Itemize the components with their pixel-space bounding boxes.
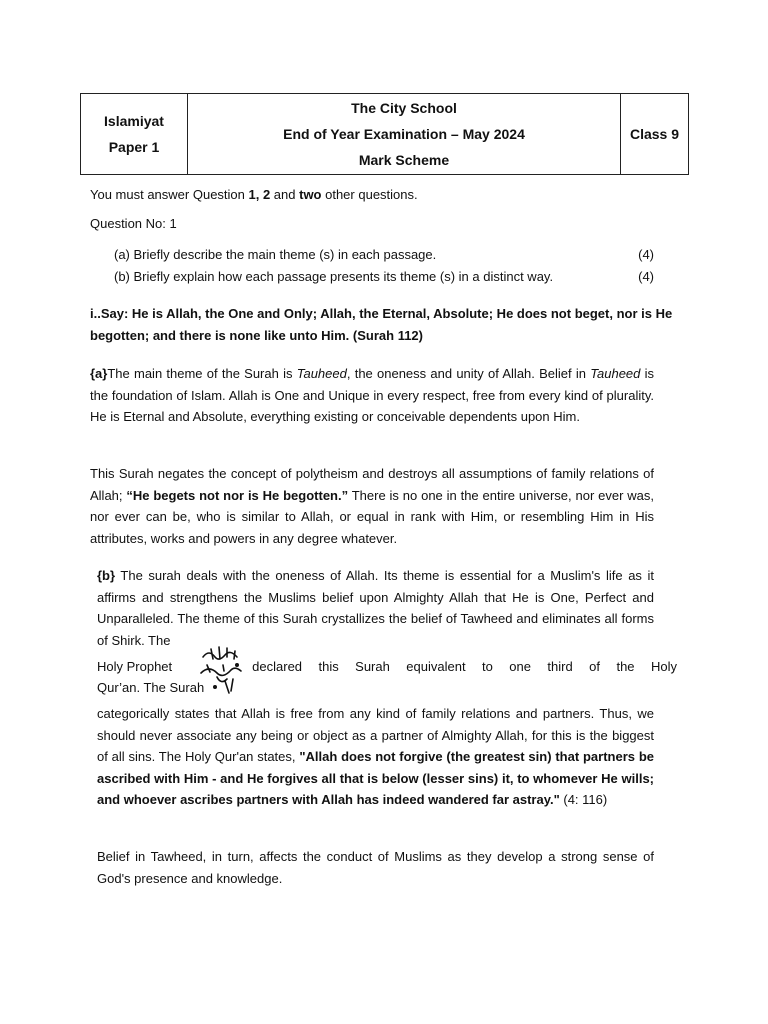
question-b: (b) Briefly explain how each passage presents its theme (s) in a distinct way. (4) bbox=[114, 269, 654, 284]
class-label: Class 9 bbox=[629, 126, 680, 142]
label-a: {a} bbox=[90, 366, 108, 381]
answer-a-paragraph-2: This Surah negates the concept of polytheism and destroys all assumptions of family relations of Allah; “He begets not nor is He begotten.” There is no one in the entire universe, nor ever was, nor ever can be, who is similar to Allah, or equal in rank with Him, or resembling Him in His attributes, works and powers in any degree whatever. bbox=[90, 466, 654, 546]
title-cell bbox=[188, 94, 621, 174]
subject: Islamiyat bbox=[104, 113, 164, 129]
prophet-line: Holy Prophet declared this Surah equivalent to one third of the Holy bbox=[97, 659, 677, 674]
question-number: Question No: 1 bbox=[90, 216, 177, 231]
answer-b-paragraph-3: Belief in Tawheed, in turn, affects the conduct of Muslims as they develop a strong sense of God's presence and knowledge. bbox=[97, 849, 654, 886]
header-table bbox=[80, 93, 689, 175]
calligraphy-salutation-icon bbox=[197, 643, 245, 695]
answer-b-paragraph-2: categorically states that Allah is free from any kind of family relations and partners. Thus, we should never associate any being or object as a partner of Almighty Allah, for this is the biggest of all sins. The Holy Qur'an states, "Allah does not forgive (the greatest sin) that partners be ascribed with Him - and He forgives all that is below (lesser sins) it, to whomever He wills; and whoever ascribes partners with Allah has indeed wandered far astray." (4: 116) bbox=[97, 706, 654, 807]
subject-cell bbox=[81, 94, 188, 174]
school-name: The City School bbox=[351, 100, 457, 116]
mark-scheme-title: Mark Scheme bbox=[358, 152, 450, 168]
question-a: (a) Briefly describe the main theme (s) in each passage. (4) bbox=[114, 247, 654, 262]
answer-b-paragraph-1: {b} The surah deals with the oneness of Allah. Its theme is essential for a Muslim's life as it affirms and strengthens the Muslims belief upon Almighty Allah that He is One, Perfect and Unparalleled. The theme of this Surah crystallizes the belief of Tawheed and eliminates all forms of Shirk. The bbox=[97, 568, 654, 648]
class-cell bbox=[621, 94, 688, 174]
label-b: {b} bbox=[97, 568, 116, 583]
answer-a-paragraph-1: {a}The main theme of the Surah is Tauheed, the oneness and unity of Allah. Belief in Tauheed is the foundation of Islam. Allah is One and Unique in every respect, free from every kind of plurality. He is Eternal and Absolute, everything existing or conceivable dependents upon Him. bbox=[90, 366, 655, 424]
passage-text: i..Say: He is Allah, the One and Only; Allah, the Eternal, Absolute; He does not beget, nor is He begotten; and there is none like unto Him. (Surah 112) bbox=[90, 306, 673, 343]
paper: Paper 1 bbox=[108, 139, 160, 155]
exam-title: End of Year Examination – May 2024 bbox=[283, 126, 525, 142]
marks-a: (4) bbox=[638, 247, 654, 262]
instructions: You must answer Question 1, 2 and two other questions. bbox=[90, 187, 418, 202]
marks-b: (4) bbox=[638, 269, 654, 284]
quran-line: Qur’an. The Surah bbox=[97, 680, 205, 695]
